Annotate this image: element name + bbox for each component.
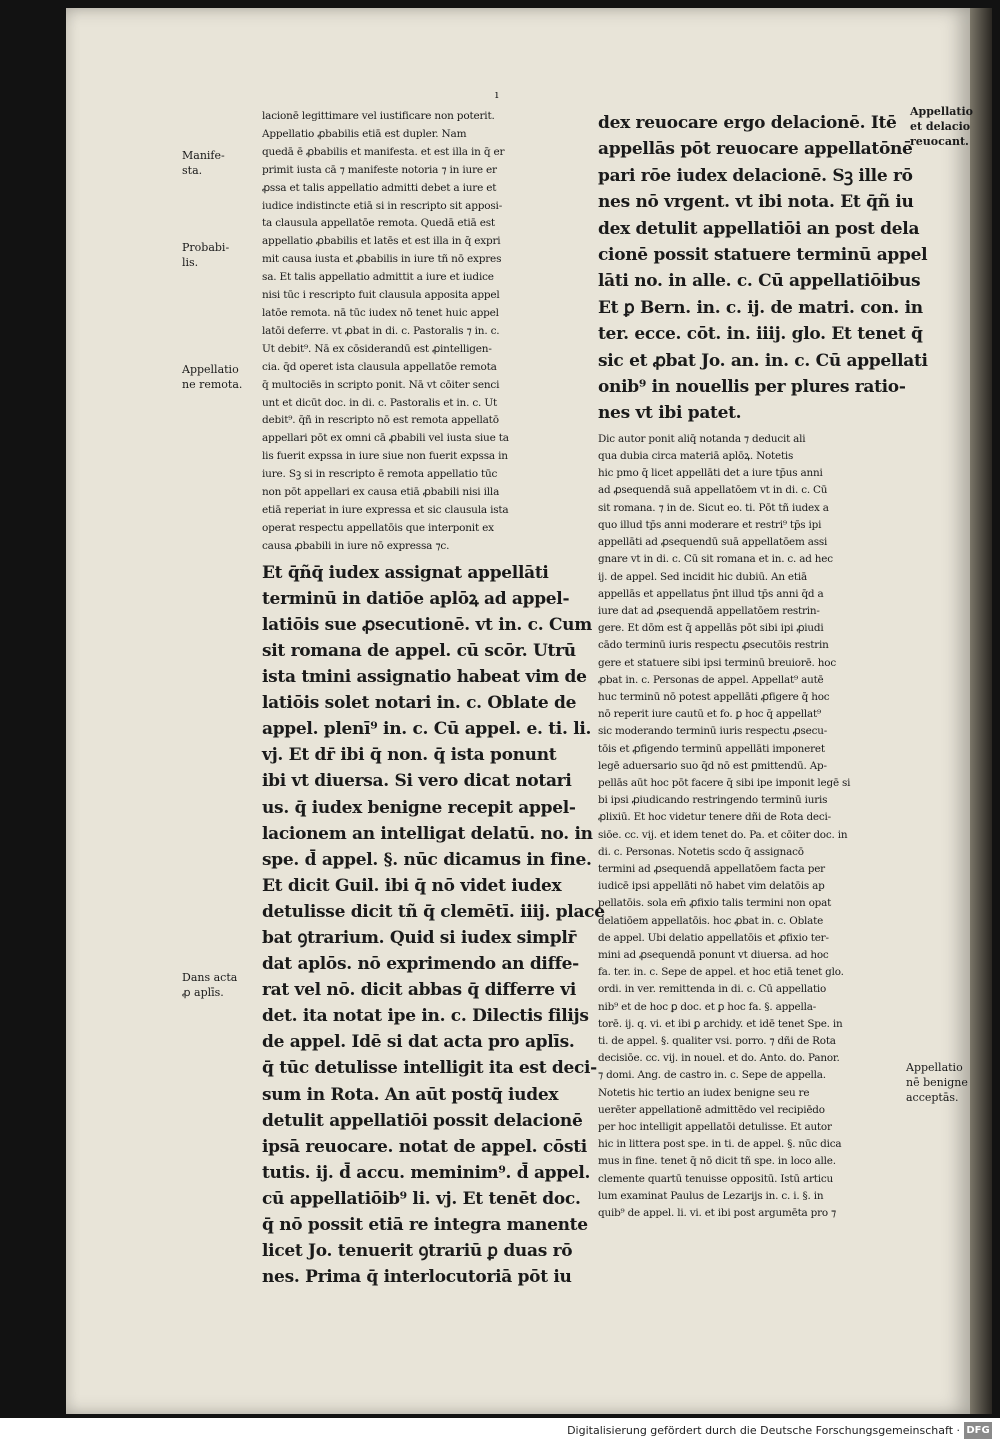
left-column-main-text — [262, 560, 605, 1291]
text-line: non pōt appellari ex causa etiā ꝓbabili nisi illa — [262, 486, 500, 499]
right-column — [598, 110, 928, 1222]
margin-note-appellatio-delacio — [910, 104, 973, 149]
text-line: iudice indistincte etiā si in rescripto sit apposi- — [262, 199, 503, 212]
text-line: torē. ij. q. vi. et ibi ꝑ archidy. et idē tenet Spe. in — [598, 1017, 843, 1030]
text-line: hic pmo q̄ licet appellāti det a iure tp̄us anni — [598, 467, 823, 480]
margin-note-manifesta — [182, 148, 225, 178]
text-line: lacionem an intelligat delatū. no. in — [262, 823, 593, 844]
text-line: quib⁹ de appel. li. vi. et ibi post argumēta pro ⁊ — [598, 1207, 836, 1220]
text-line: lis fuerit expssa in iure siue non fuerit expssa in — [262, 450, 508, 463]
text-line: siōe. cc. vij. et idem tenet do. Pa. et cōiter doc. in — [598, 828, 848, 841]
text-line: pellās aūt hoc pōt facere q̄ sibi ipe imponit legē si — [598, 776, 851, 789]
margin-note-line: Dans acta — [182, 971, 238, 984]
text-line: sum in Rota. An aūt postq̄ iudex — [262, 1084, 559, 1105]
right-column-main-text — [598, 110, 928, 427]
text-line: appel. plenī⁹ in. c. Cū appel. e. ti. li. — [262, 719, 592, 740]
text-line: vj. Et dr̄ ibi q̄ non. q̄ ista ponunt — [262, 745, 557, 766]
text-line: sic et ꝓbat Jo. an. in. c. Cū appellati — [598, 350, 928, 371]
margin-note-appellatio-benigne — [906, 1060, 968, 1105]
footer-bar — [0, 1418, 1000, 1444]
text-line: ter. ecce. cōt. in. iiij. glo. Et tenet q̄ — [598, 324, 923, 345]
text-line: appellari pōt ex omni cā ꝓbabili vel iusta siue ta — [262, 432, 509, 445]
margin-note-line: ne remota. — [182, 378, 243, 391]
text-line: q̄ multociēs in scripto ponit. Nā vt cōiter senci — [262, 378, 500, 391]
text-line: bat ꝯtrarium. Quid si iudex simplr̄ — [262, 927, 577, 948]
text-line: mit causa iusta et ꝓbabilis in iure tñ nō expres — [262, 253, 502, 266]
margin-note-line: sta. — [182, 164, 203, 177]
text-line: q̄ nō possit etiā re integra manente — [262, 1215, 588, 1235]
text-line: per hoc intelligit appellatōi detulisse. Et autor — [598, 1121, 832, 1133]
margin-note-line: reuocant. — [910, 135, 969, 148]
text-line: delatiōem appellatōis. hoc ꝓbat in. c. Oblate — [598, 914, 824, 927]
text-line: legē aduersario suo q̄d nō est ꝑmittendū. Ap- — [598, 759, 827, 772]
text-line: tutis. ij. d̄ accu. meminim⁹. d̄ appel. — [262, 1162, 591, 1183]
text-line: latōe remota. nā tūc iudex nō tenet huic appel — [262, 306, 499, 319]
text-line: debit⁹. q̄ñ in rescripto nō est remota appellatō — [262, 414, 499, 427]
text-line: de appel. Idē si dat acta pro aplīs. — [262, 1032, 575, 1053]
left-column-commentary — [262, 108, 562, 556]
text-line: mus in fine. tenet q̄ nō dicit tñ spe. in loco alle. — [598, 1155, 836, 1168]
text-line: ꝓlixiū. Et hoc videtur tenere dñi de Rota deci- — [598, 811, 831, 824]
right-column-commentary — [598, 431, 910, 1222]
text-line: lum examinat Paulus de Lezarijs in. c. i. §. in — [598, 1189, 824, 1202]
text-line: qua dubia circa materiā aplōꝝ. Notetis — [598, 450, 794, 463]
text-line: sit romana. ⁊ in de. Sicut eo. ti. Pōt tñ iudex a — [598, 501, 829, 514]
text-line: gere. Et dōm est q̄ appellās pōt sibi ipi ꝓiudi — [598, 622, 824, 635]
text-line: licet Jo. tenuerit ꝯtrariū ꝑ duas rō — [262, 1241, 573, 1262]
text-line: us. q̄ iudex benigne recepit appel- — [262, 797, 576, 818]
text-line: Et dicit Guil. ibi q̄ nō videt iudex — [262, 875, 562, 896]
text-line: di. c. Personas. Notetis scdo q̄ assignacō — [598, 845, 804, 858]
margin-note-line: Probabi- — [182, 241, 230, 254]
margin-note-line: ꝓ aplīs. — [182, 986, 224, 999]
text-line: ⁊ domi. Ang. de castro in. c. Sepe de appella. — [598, 1069, 826, 1082]
text-line: detulit appellatiōi possit delacionē — [262, 1110, 583, 1131]
text-line: hic in littera post spe. in ti. de appel. §. nūc dica — [598, 1138, 842, 1151]
margin-note-line: acceptās. — [906, 1091, 959, 1104]
text-line: gere et statuere sibi ipsi terminū breuiorē. hoc — [598, 656, 836, 669]
text-line: dex reuocare ergo delacionē. Itē — [598, 113, 897, 133]
text-line: etiā reperiat in iure expressa et sic clausula ista — [262, 503, 509, 516]
text-line: ꝓssa et talis appellatio admitti debet a iure et — [262, 181, 497, 194]
text-line: quedā ē ꝓbabilis et manifesta. et est illa in q̄ er — [262, 145, 505, 158]
text-line: ipsā reuocare. notat de appel. cōsti — [262, 1136, 587, 1157]
text-line: dat aplōs. nō exprimendo an diffe- — [262, 954, 579, 975]
margin-note-appellatio-remota — [182, 362, 242, 392]
text-line: appellāti ad ꝓsequendū suā appellatōem assi — [598, 536, 828, 549]
text-line: q̄ tūc detulisse intelligit ita est deci- — [262, 1058, 597, 1079]
text-line: appellās pōt reuocare appellatōnē — [598, 139, 913, 160]
text-line: causa ꝓbabili in iure nō expressa ⁊c. — [262, 539, 450, 552]
margin-note-line: Appellatio — [906, 1061, 963, 1074]
text-line: Et q̄ñq̄ iudex assignat appellāti — [262, 562, 549, 583]
text-line: pari rōe iudex delacionē. Sꝫ ille rō — [598, 165, 913, 186]
text-line: sit romana de appel. cū scōr. Utrū — [262, 640, 576, 661]
text-line: Et ꝑ Bern. in. c. ij. de matri. con. in — [598, 297, 923, 318]
dfg-logo: DFG — [964, 1422, 992, 1439]
text-line: latiōis solet notari in. c. Oblate de — [262, 693, 577, 714]
text-line: uerēter appellationē admittēdo vel recipiēdo — [598, 1103, 825, 1116]
text-line: pellatōis. sola em̄ ꝓfixio talis termini non opat — [598, 897, 832, 910]
text-line: Dic autor ponit aliq̄ notanda ⁊ deducit ali — [598, 432, 806, 445]
text-line: cādo terminū iuris respectu ꝓsecutōis restrin — [598, 639, 829, 652]
text-line: nō reperit iure cautū et fo. ꝑ hoc q̄ appellat⁹ — [598, 708, 821, 721]
text-line: de appel. Ubi delatio appellatōis et ꝓfixio ter- — [598, 931, 829, 944]
text-line: det. ita notat ipe in. c. Dilectis filijs — [262, 1006, 589, 1027]
text-line: cia. q̄d operet ista clausula appellatōe remota — [262, 360, 497, 373]
margin-note-line: et delacio — [910, 120, 971, 133]
text-line: ibi vt diuersa. Si vero dicat notari — [262, 771, 572, 792]
text-line: appellās et appellatus p̄nt illud tp̄s anni q̄d a — [598, 587, 824, 600]
text-line: mini ad ꝓsequendā ponunt vt diuersa. ad hoc — [598, 948, 829, 961]
text-line: nes nō vrgent. vt ibi nota. Et q̄ñ iu — [598, 192, 914, 213]
text-line: unt et dicūt doc. in di. c. Pastoralis et in. c. Ut — [262, 396, 497, 409]
text-line: Notetis hic tertio an iudex benigne seu re — [598, 1086, 810, 1099]
text-line: nes vt ibi patet. — [598, 403, 742, 424]
margin-note-line: Appellatio — [910, 105, 973, 118]
text-line: lacionē legittimare vel iustificare non poterit. — [262, 110, 495, 122]
left-column — [262, 108, 605, 1290]
text-line: appellatio ꝓbabilis et latēs et est illa in q̄ expri — [262, 235, 501, 248]
text-line: ti. de appel. §. qualiter vsi. porro. ⁊ dñi de Rota — [598, 1034, 836, 1047]
footer-credit: Digitalisierung gefördert durch die Deutsche Forschungsgemeinschaft · — [567, 1424, 960, 1437]
text-line: ij. de appel. Sed incidit hic dubiū. An etiā — [598, 570, 807, 583]
text-line: clemente quartū tenuisse oppositū. Istū articu — [598, 1172, 833, 1185]
text-line: nib⁹ et de hoc ꝑ doc. et ꝑ hoc fa. §. appella- — [598, 1000, 817, 1013]
text-line: ꝓbat in. c. Personas de appel. Appellat⁹ autē — [598, 673, 824, 686]
text-line: dex detulit appellatiōi an post dela — [598, 218, 920, 239]
text-line: operat respectu appellatōis que interponit ex — [262, 521, 494, 534]
text-line: sic moderando terminū iuris respectu ꝓsecu- — [598, 725, 828, 738]
page-marker: ı — [495, 88, 499, 101]
page-edge — [970, 8, 992, 1414]
text-line: lāti no. in alle. c. Cū appellatiōibus — [598, 271, 921, 292]
text-line: cionē possit statuere terminū appel — [598, 245, 928, 266]
margin-note-line: nē benigne — [906, 1076, 968, 1089]
text-line: fa. ter. in. c. Sepe de appel. et hoc etiā tenet glo. — [598, 966, 844, 979]
text-line: nisi tūc i rescripto fuit clausula apposita appel — [262, 289, 500, 302]
margin-note-line: Appellatio — [182, 363, 239, 376]
text-line: latōi deferre. vt ꝓbat in di. c. Pastoralis ⁊ in. c. — [262, 324, 500, 337]
text-line: iure dat ad ꝓsequendā appellatōem restrin- — [598, 604, 820, 617]
text-line: rat vel nō. dicit abbas q̄ differre vi — [262, 980, 577, 1001]
margin-note-line: Manife- — [182, 149, 225, 162]
text-line: decisiōe. cc. vij. in nouel. et do. Anto. do. Panor. — [598, 1052, 840, 1065]
text-line: latiōis sue ꝓsecutionē. vt in. c. Cum — [262, 614, 592, 635]
text-line: detulisse dicit tñ q̄ clemētī. iiij. place — [262, 901, 605, 922]
text-line: ordi. in ver. remittenda in di. c. Cū appellatio — [598, 983, 827, 996]
margin-note-line: lis. — [182, 256, 199, 269]
text-line: cū appellatiōib⁹ li. vj. Et tenēt doc. — [262, 1188, 581, 1209]
text-line: terminū in datiōe aplōꝝ ad appel- — [262, 588, 570, 609]
text-line: onib⁹ in nouellis per plures ratio- — [598, 377, 906, 398]
text-line: iure. Sꝫ si in rescripto ē remota appellatio tūc — [262, 468, 498, 481]
margin-note-dans-acta — [182, 970, 237, 1000]
text-line: primit iusta cā ⁊ manifeste notoria ⁊ in iure er — [262, 163, 497, 176]
text-line: iudicē ipsi appellāti nō habet vim delatōis ap — [598, 880, 825, 893]
text-line: ista tmini assignatio habeat vim de — [262, 667, 587, 688]
text-line: gnare vt in di. c. Cū sit romana et in. c. ad hec — [598, 553, 833, 566]
text-line: quo illud tp̄s anni moderare et restri⁹ tp̄s ipi — [598, 518, 822, 531]
text-line: spe. d̄ appel. §. nūc dicamus in fine. — [262, 849, 592, 870]
text-line: bi ipsi ꝓiudicando restringendo terminū iuris — [598, 794, 828, 807]
text-line: nes. Prima q̄ interlocutoriā pōt iu — [262, 1267, 572, 1288]
text-line: Appellatio ꝓbabilis etiā est dupler. Nam — [262, 127, 467, 140]
text-line: ad ꝓsequendā suā appellatōem vt in di. c. Cū — [598, 484, 828, 497]
text-line: tōis et ꝓfigendo terminū appellāti imponeret — [598, 742, 825, 755]
text-line: sa. Et talis appellatio admittit a iure et iudice — [262, 271, 494, 284]
text-line: termini ad ꝓsequendā appellatōem facta per — [598, 862, 825, 875]
margin-note-probabilis — [182, 240, 229, 270]
text-line: huc terminū nō potest appellāti ꝓfigere q̄ hoc — [598, 690, 830, 703]
text-line: ta clausula appellatōe remota. Quedā etiā est — [262, 217, 495, 230]
text-line: Ut debit⁹. Nā ex cōsiderandū est ꝓintelligen- — [262, 342, 492, 355]
